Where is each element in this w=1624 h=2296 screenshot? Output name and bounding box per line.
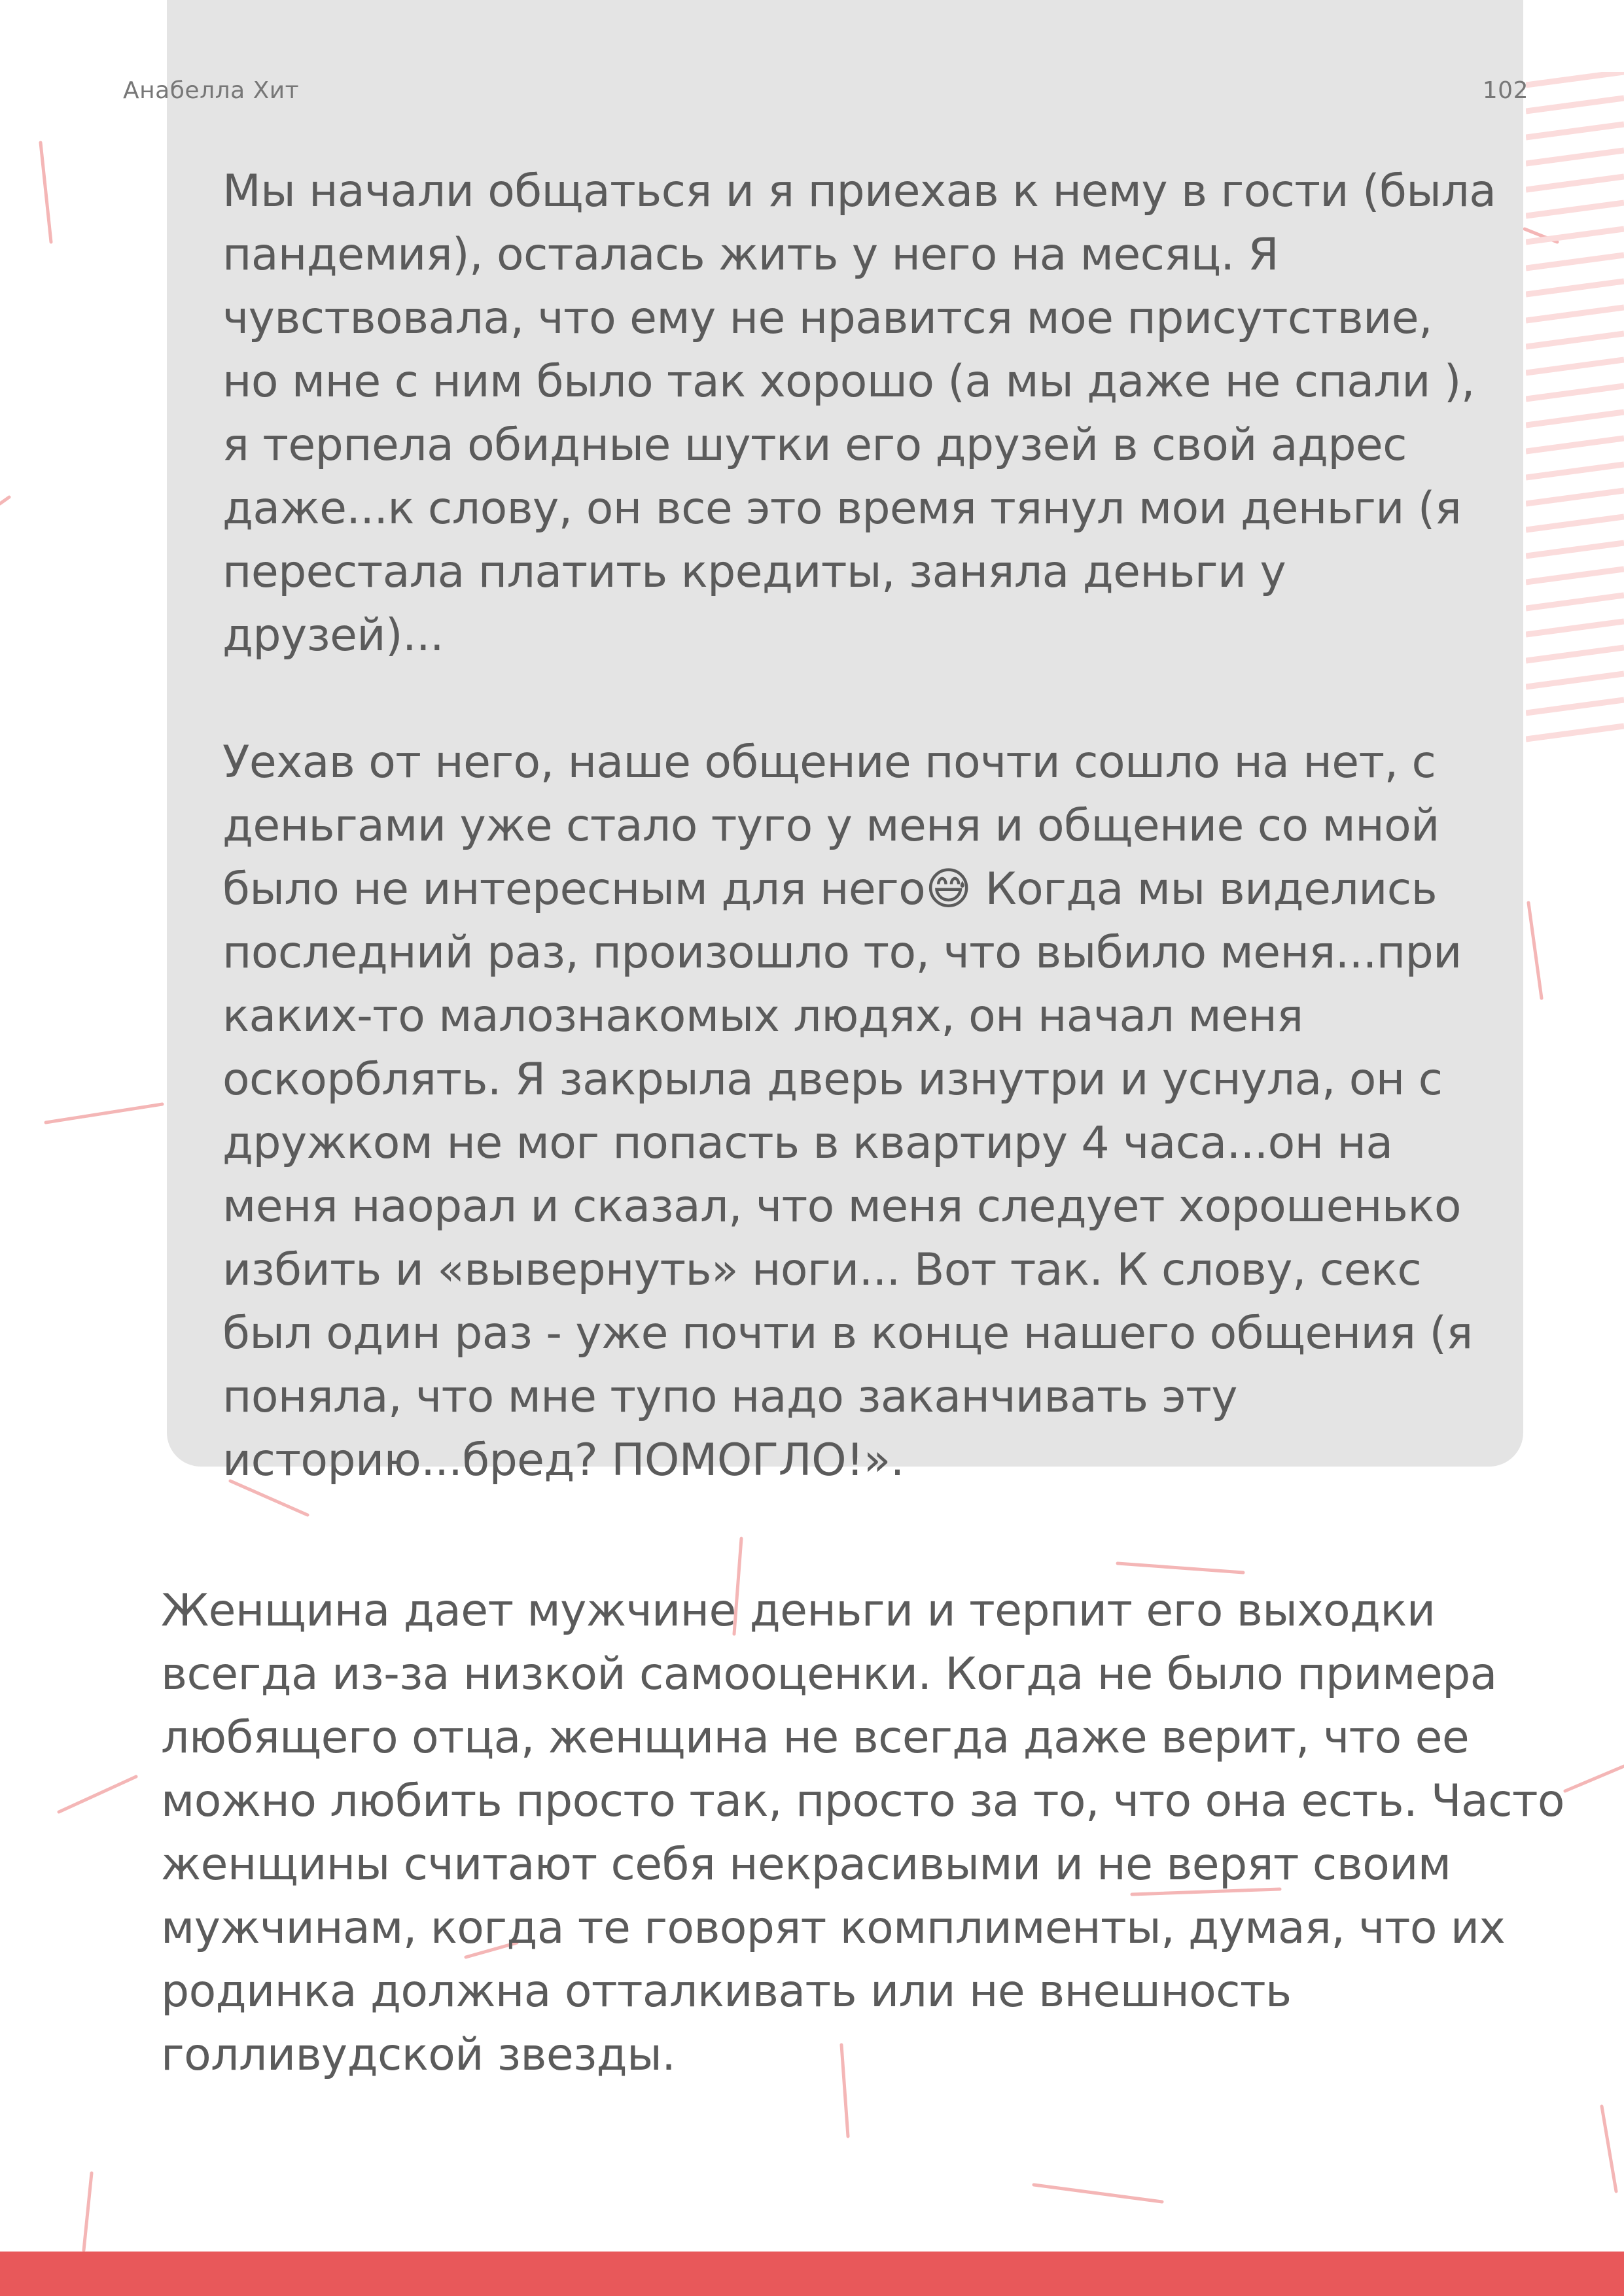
quote-paragraph: Уехав от него, наше общение почти сошло на нет, с деньгами уже стало туго у меня и общение со мной было не интересным для него😅 Когда мы виделись последний раз, произошло то, что выбило меня...при каких-то малознакомых людях, он начал меня оскорблять. Я закрыла дверь изнутри и уснула, он с дружком не мог попасть в квартиру 4 часа...он на меня наорал и сказал, что меня следует хорошенько избить и «вывернуть» ноги... Вот так. К слову, секс был один раз - уже почти в конце нашего общения (я поняла, что мне тупо надо заканчивать эту историю...бред? ПОМОГЛО!».: [222, 737, 1473, 1486]
diagonal-stripes-pattern: [1526, 72, 1624, 746]
footer-bar: [0, 2252, 1624, 2296]
running-head-author: Анабелла Хит: [123, 77, 300, 104]
quote-text: [222, 160, 1498, 1492]
quote-paragraph: Мы начали общаться и я приехав к нему в гости (была пандемия), осталась жить у него на месяц. Я чувствовала, что ему не нравится мое присутствие, но мне с ним было так хорошо (а мы даже не спали ), я терпела обидные шутки его друзей в свой адрес даже...к слову, он все это время тянул мои деньги (я перестала платить кредиты, заняла деньги у друзей)...: [222, 165, 1496, 661]
body-paragraph: Женщина дает мужчине деньги и терпит его выходки всегда из-за низкой самооценки. Когда не было примера любящего отца, женщина не всегда даже верит, что ее можно любить просто так, просто за то, что она есть. Часто женщины считают себя некрасивыми и не верят своим мужчинам, когда те говорят комплименты, думая, что их родинка должна отталкивать или не внешность голливудской звезды.: [161, 1585, 1564, 2081]
body-text: [161, 1579, 1568, 2087]
page-number: 102: [1482, 77, 1528, 104]
